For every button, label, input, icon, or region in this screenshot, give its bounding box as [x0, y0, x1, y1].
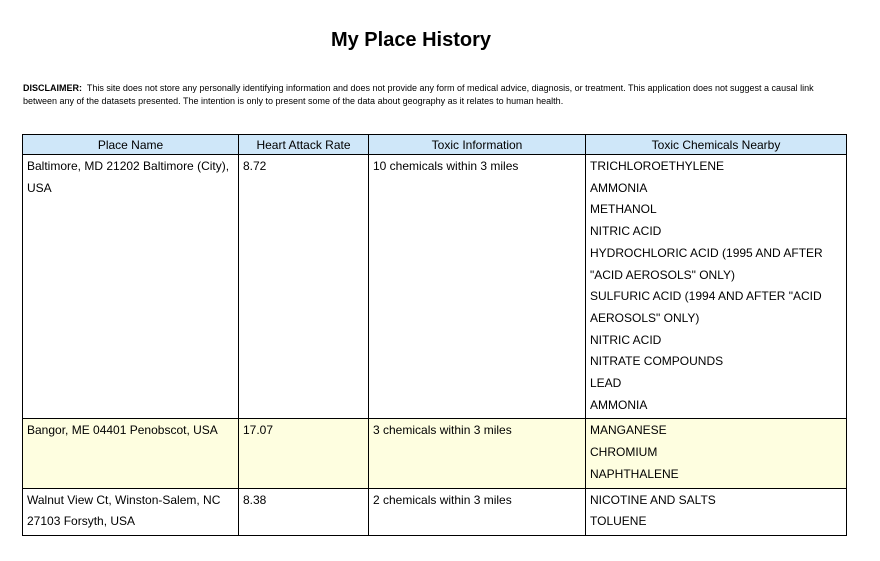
chemical-item: HYDROCHLORIC ACID (1995 AND AFTER "ACID AEROSOLS" ONLY)	[590, 245, 823, 282]
chemical-item: SULFURIC ACID (1994 AND AFTER "ACID AEROSOLS" ONLY)	[590, 289, 822, 325]
disclaimer-label: DISCLAIMER:	[23, 83, 82, 93]
table-row	[23, 155, 847, 419]
toxic-chemicals-cell	[586, 419, 847, 488]
place-name-cell: Bangor, ME 04401 Penobscot, USA	[23, 419, 239, 488]
place-history-table	[22, 134, 847, 536]
toxic-chemicals-cell	[586, 488, 847, 535]
heart-attack-rate-cell: 8.38	[239, 488, 369, 535]
chemical-item: AMMONIA	[590, 397, 648, 412]
table-row	[23, 488, 847, 535]
chemical-item: AMMONIA	[590, 180, 648, 195]
table-header-row	[23, 135, 847, 155]
column-header-toxic-information: Toxic Information	[369, 135, 586, 155]
toxic-information-cell: 2 chemicals within 3 miles	[369, 488, 586, 535]
chemical-item: MANGANESE	[590, 423, 667, 438]
heart-attack-rate-cell: 8.72	[239, 155, 369, 419]
toxic-information-cell: 3 chemicals within 3 miles	[369, 419, 586, 488]
heart-attack-rate-cell: 17.07	[239, 419, 369, 488]
chemical-item: NITRIC ACID	[590, 224, 662, 239]
chemical-item: NITRIC ACID	[590, 332, 662, 347]
chemical-item: TRICHLOROETHYLENE	[590, 159, 725, 173]
column-header-toxic-chemicals-nearby: Toxic Chemicals Nearby	[586, 135, 847, 155]
chemical-item: METHANOL	[590, 202, 657, 217]
disclaimer-text: This site does not store any personally identifying information and does not provide any form of medical advice, diagnosis, or treatment. This application does not suggest a causal link between any of the datasets presented. The intention is only to present some of the data about geography as it relates to human health.	[23, 83, 814, 106]
chemical-item: NICOTINE AND SALTS	[590, 492, 716, 507]
toxic-chemicals-cell	[586, 155, 847, 419]
column-header-place-name: Place Name	[23, 135, 239, 155]
table-row	[23, 419, 847, 488]
column-header-heart-attack-rate: Heart Attack Rate	[239, 135, 369, 155]
page-title: My Place History	[330, 29, 492, 51]
chemical-item: NITRATE COMPOUNDS	[590, 354, 724, 369]
place-name-cell: Baltimore, MD 21202 Baltimore (City), USA	[23, 155, 239, 419]
chemical-item: TOLUENE	[590, 514, 647, 529]
chemical-item: LEAD	[590, 376, 622, 391]
chemical-item: CHROMIUM	[590, 445, 658, 460]
disclaimer	[23, 82, 823, 108]
chemical-item: NAPHTHALENE	[590, 466, 679, 481]
toxic-information-cell: 10 chemicals within 3 miles	[369, 155, 586, 419]
place-name-cell: Walnut View Ct, Winston-Salem, NC 27103 Forsyth, USA	[23, 488, 239, 535]
